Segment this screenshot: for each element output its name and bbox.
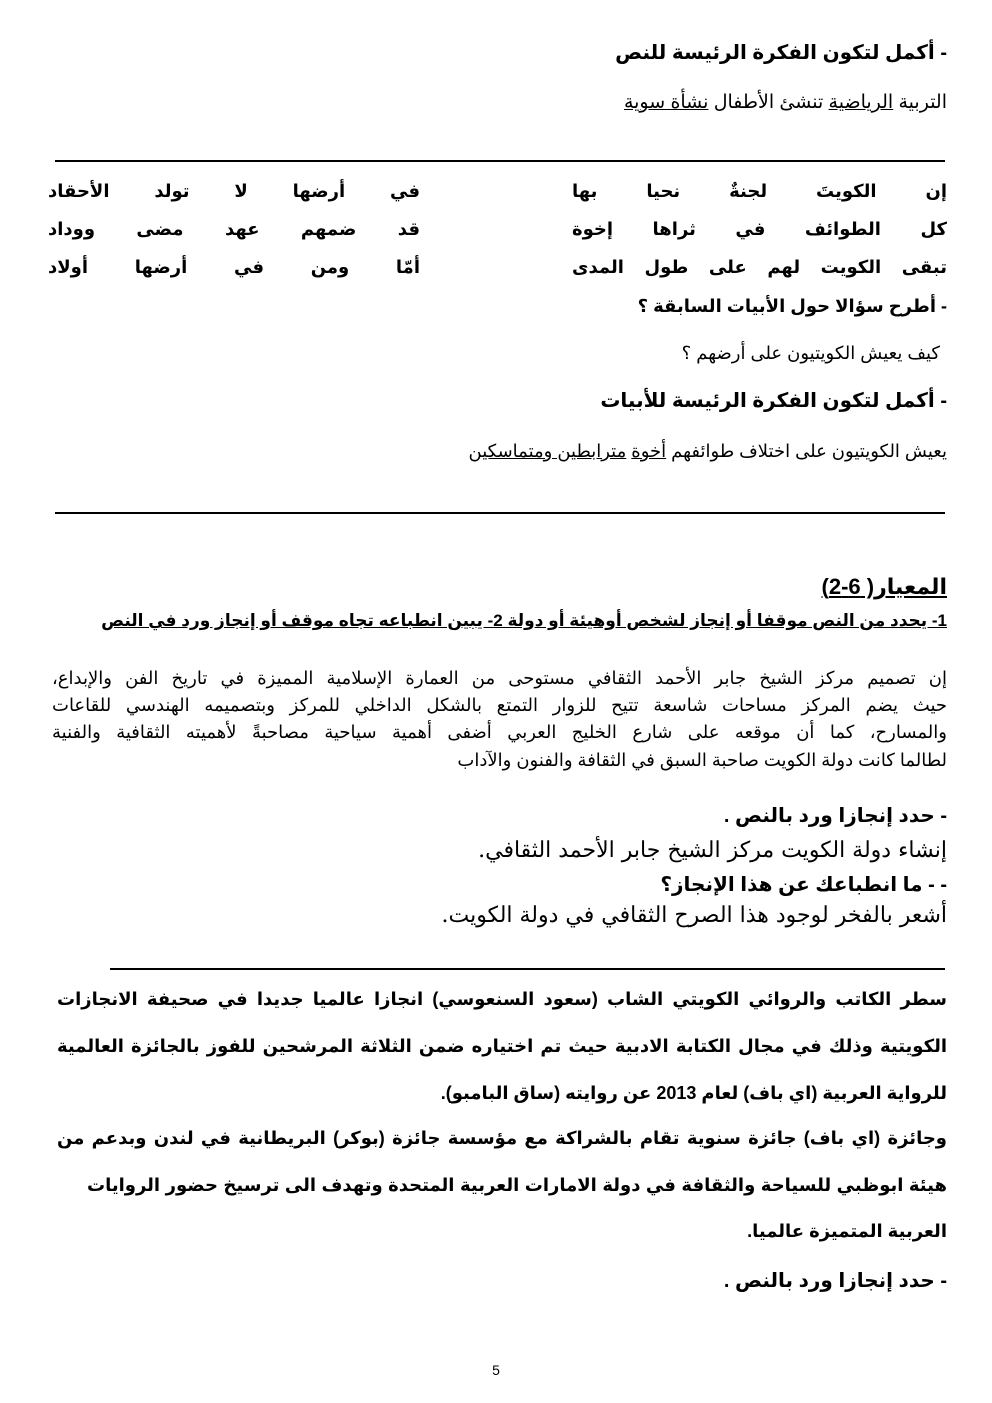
- poem-main-idea-answer: [469, 441, 947, 462]
- divider-line-3: [110, 968, 945, 970]
- main-idea-question: - أكمل لتكون الفكرة الرئيسة للنص: [615, 42, 947, 64]
- passage-line-2: حيث يضم المركز مساحات شاسعة تتيح للزوار التمتع بالشكل الداخلي للمركز وبتصميمه الهندسي للقاعات: [52, 695, 947, 715]
- passage2-line-3: للرواية العربية (اي باف) لعام 2013 عن روايته (ساق البامبو).: [440, 1083, 947, 1103]
- passage2-achievement-question: - حدد إنجازا ورد بالنص .: [723, 1270, 947, 1292]
- poem-question-prompt: - أطرح سؤالا حول الأبيات السابقة ؟: [637, 296, 947, 316]
- answer-mid: تنشئ الأطفال: [708, 92, 829, 113]
- answer-underlined-1: الرياضية: [828, 92, 894, 113]
- verse-3-left: أمّا ومن في أرضها أولاد: [48, 257, 420, 277]
- poem-idea-underlined-1: أخوة: [631, 441, 667, 461]
- verse-1-left: في أرضها لا تولد الأحقاد: [48, 181, 420, 201]
- verse-3-right: تبقى الكويت لهم على طول المدى: [572, 257, 947, 277]
- achievement-answer: إنشاء دولة الكويت مركز الشيخ جابر الأحمد الثقافي.: [478, 838, 947, 863]
- standard-title: المعيار( 6-2): [821, 574, 947, 599]
- main-idea-answer: [624, 91, 947, 114]
- impression-answer: أشعر بالفخر لوجود هذا الصرح الثقافي في دولة الكويت.: [441, 903, 947, 928]
- passage2-line-1: سطر الكاتب والروائي الكويتي الشاب (سعود السنعوسي) انجازا عالميا جديدا في صحيفة الانجازات: [57, 989, 947, 1009]
- poem-question-answer: كيف يعيش الكويتيون على أرضهم ؟: [681, 343, 940, 363]
- impression-question: - - ما انطباعك عن هذا الإنجاز؟: [660, 874, 947, 896]
- passage2-line-5: هيئة ابوظبي للسياحة والثقافة في دولة الامارات العربية المتحدة وتهدف الى ترسيخ حضور الروايات: [87, 1175, 947, 1195]
- poem-idea-prefix: يعيش الكويتيون على اختلاف طوائفهم: [666, 441, 947, 461]
- achievement-question: - حدد إنجازا ورد بالنص .: [723, 805, 947, 827]
- standard-criteria: 1- يحدد من النص موقفا أو إنجاز لشخص أوهيئة أو دولة 2- يبين انطباعه تجاه موقف أو إنجاز ورد في النص: [101, 611, 947, 630]
- page-number: 5: [492, 1362, 500, 1378]
- passage-line-1: إن تصميم مركز الشيخ جابر الأحمد الثقافي مستوحى من العمارة الإسلامية المميزة في تاريخ الفن والإبداع،: [52, 668, 947, 688]
- divider-line-2: [55, 512, 945, 514]
- passage2-line-2: الكويتية وذلك في مجال الكتابة الادبية حيث تم اختياره ضمن الثلاثة المرشحين للفوز بالجائزة العالمية: [57, 1036, 947, 1056]
- passage-line-3: والمسارح، كما أن موقعه على شارع الخليج العربي أضفى أهمية سياحية مصاحبةً لأهميته الثقافية والفنية: [52, 722, 947, 742]
- verse-2-right: كل الطوائف في ثراها إخوة: [572, 219, 947, 239]
- answer-underlined-2: نشأة سوية: [623, 92, 709, 113]
- answer-prefix: التربية: [893, 92, 947, 113]
- passage-line-4: لطالما كانت دولة الكويت صاحبة السبق في الثقافة والفنون والآداب: [457, 750, 947, 770]
- poem-idea-underlined-2: مترابطين ومتماسكين: [468, 441, 627, 461]
- poem-main-idea-question: - أكمل لتكون الفكرة الرئيسة للأبيات: [600, 390, 947, 412]
- passage2-line-6: العربية المتميزة عالميا.: [747, 1221, 947, 1241]
- verse-2-left: قد ضمهم عهد مضى ووداد: [48, 219, 420, 239]
- passage2-line-4: وجائزة (اي باف) جائزة سنوية تقام بالشراكة مع مؤسسة جائزة (بوكر) البريطانية في لندن وبدعم من: [57, 1128, 947, 1148]
- divider-line: [55, 160, 945, 162]
- verse-1-right: إن الكويتَ لجنةٌ نحيا بها: [572, 181, 947, 201]
